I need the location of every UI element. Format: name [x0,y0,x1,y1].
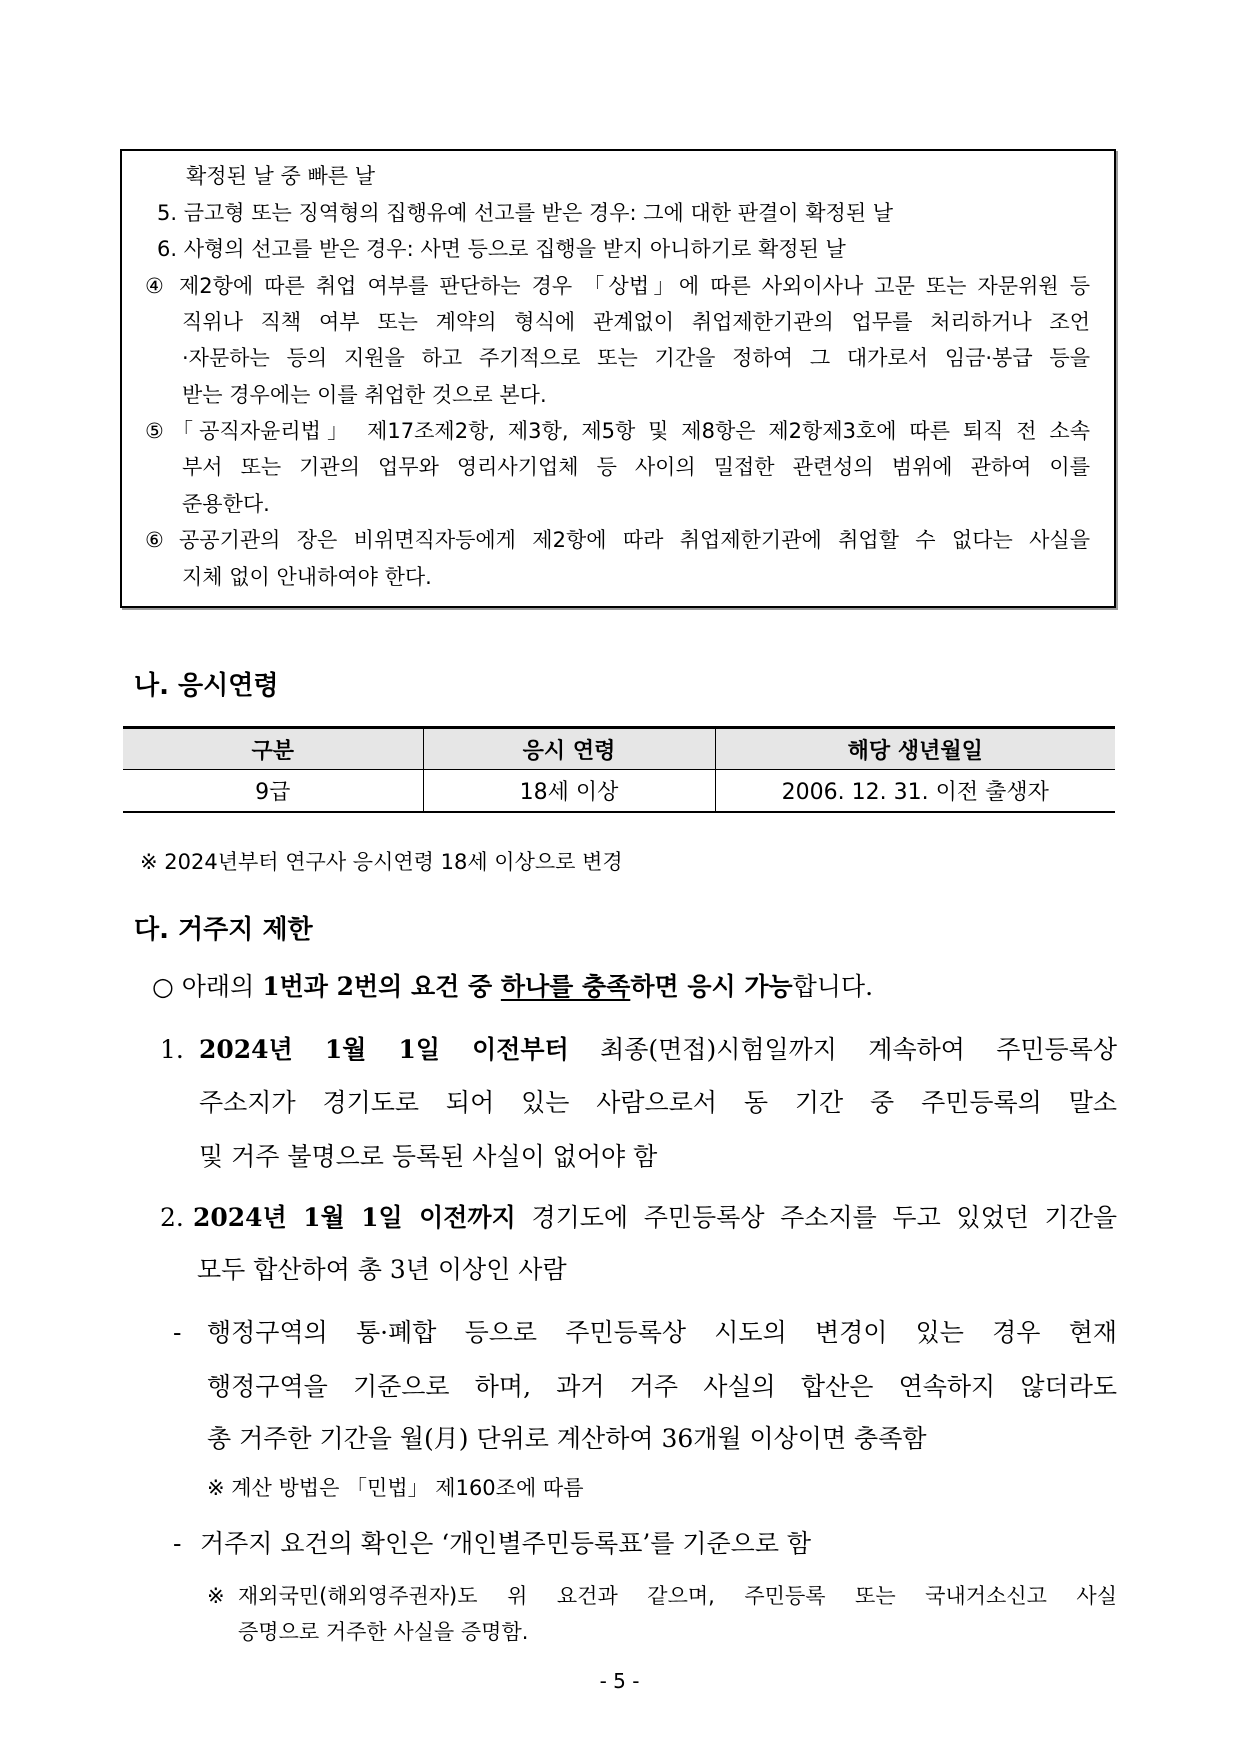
paragraph-4-line-3: ·자문하는 등의 지원을 하고 주기적으로 또는 기간을 정하여 그 대가로서 임금·봉급 등을 [182,346,1090,370]
age-table-header-row [123,728,1115,770]
intro-text-2: 1번과 2번의 요건 중 [262,972,501,1001]
age-table-cell-birthdate: 2006. 12. 31. 이전 출생자 [715,770,1115,813]
age-table-header-birthdate: 해당 생년월일 [715,728,1115,770]
age-table [123,726,1115,813]
item-2-line-2: 모두 합산하여 총 3년 이상인 사람 [197,1255,567,1284]
dash-1-line-2: 행정구역을 기준으로 하며, 과거 거주 사실의 합산은 연속하지 않더라도 [207,1372,1117,1401]
paragraph-6-line-2: 지체 없이 안내하여야 한다. [182,565,432,589]
overseas-note-line-1: 재외국민(해외영주권자)도 위 요건과 같으며, 주민등록 또는 국내거소신고 사실 [238,1584,1117,1608]
paragraph-5-marker: ⑤ [145,419,164,443]
item-1-bold: 2024년 1월 1일 이전부터 [199,1035,569,1064]
age-change-note: ※ 2024년부터 연구사 응시연령 18세 이상으로 변경 [140,850,623,874]
intro-text-5: 합니다. [792,972,874,1001]
residence-section-heading: 다. 거주지 제한 [134,915,313,945]
age-table-cell-age: 18세 이상 [423,770,715,813]
paragraph-5-line-3: 준용한다. [182,492,270,516]
overseas-note-line-2: 증명으로 거주한 사실을 증명함. [238,1620,529,1644]
item-1-line-2: 주소지가 경기도로 되어 있는 사람으로서 동 기간 중 주민등록의 말소 [199,1088,1117,1117]
law-line-continuation: 확정된 날 중 빠른 날 [186,164,375,188]
item-1-line-3: 및 거주 불명으로 등록된 사실이 없어야 함 [199,1142,658,1171]
dash-1-marker: - [173,1318,182,1347]
law-item-5: 5. 금고형 또는 징역형의 집행유예 선고를 받은 경우: 그에 대한 판결이 확정된 날 [157,201,894,225]
item-1-rest: 최종(면접)시험일까지 계속하여 주민등록상 [600,1035,1117,1064]
paragraph-6-marker: ⑥ [145,528,164,552]
overseas-note-marker: ※ [207,1584,225,1608]
item-2-bold: 2024년 1월 1일 이전까지 [193,1203,516,1232]
intro-text-1: 아래의 [181,972,263,1001]
item-1-line-1 [199,1033,1117,1067]
dash-1-line-3: 총 거주한 기간을 월(月) 단위로 계산하여 36개월 이상이면 충족함 [207,1424,927,1453]
calc-method-note: ※ 계산 방법은 「민법」 제160조에 따름 [207,1476,584,1500]
age-table-header-age: 응시 연령 [423,728,715,770]
item-2-number: 2. [160,1203,184,1232]
item-2-line-1 [193,1201,1117,1235]
dash-1-line-1: 행정구역의 통·폐합 등으로 주민등록상 시도의 변경이 있는 경우 현재 [207,1318,1117,1347]
dash-2-text: 거주지 요건의 확인은 ‘개인별주민등록표’를 기준으로 함 [200,1529,812,1558]
item-2-rest: 경기도에 주민등록상 주소지를 두고 있었던 기간을 [531,1203,1117,1232]
residence-intro [152,970,873,1004]
paragraph-4-line-1: 제2항에 따른 취업 여부를 판단하는 경우 「상법」에 따른 사외이사나 고문 또는 자문위원 등 [179,274,1090,298]
age-table-cell-grade: 9급 [123,770,423,813]
paragraph-6-line-1: 공공기관의 장은 비위면직자등에게 제2항에 따라 취업제한기관에 취업할 수 없다는 사실을 [179,528,1090,552]
age-section-heading: 나. 응시연령 [134,671,279,701]
page-number: - 5 - [599,1669,640,1693]
dash-2-marker: - [173,1529,182,1558]
circle-bullet: ○ [152,972,174,1001]
paragraph-5-line-2: 부서 또는 기관의 업무와 영리사기업체 등 사이의 밀접한 관련성의 범위에 관하여 이를 [182,455,1090,479]
intro-text-3: 하나를 충족 [500,972,631,1001]
paragraph-4-line-2: 직위나 직책 여부 또는 계약의 형식에 관계없이 취업제한기관의 업무를 처리하거나 조언 [182,310,1090,334]
paragraph-5-line-1: 「공직자윤리법」 제17조제2항, 제3항, 제5항 및 제8항은 제2항제3호에 따른 퇴직 전 소속 [172,419,1090,443]
age-table-header-category: 구분 [123,728,423,770]
intro-text-4: 하면 응시 가능 [630,972,793,1001]
law-item-6: 6. 사형의 선고를 받은 경우: 사면 등으로 집행을 받지 아니하기로 확정된 날 [157,237,846,261]
item-1-number: 1. [160,1035,184,1064]
paragraph-4-line-4: 받는 경우에는 이를 취업한 것으로 본다. [182,383,547,407]
paragraph-4-marker: ④ [145,274,164,298]
table-row [123,770,1115,813]
